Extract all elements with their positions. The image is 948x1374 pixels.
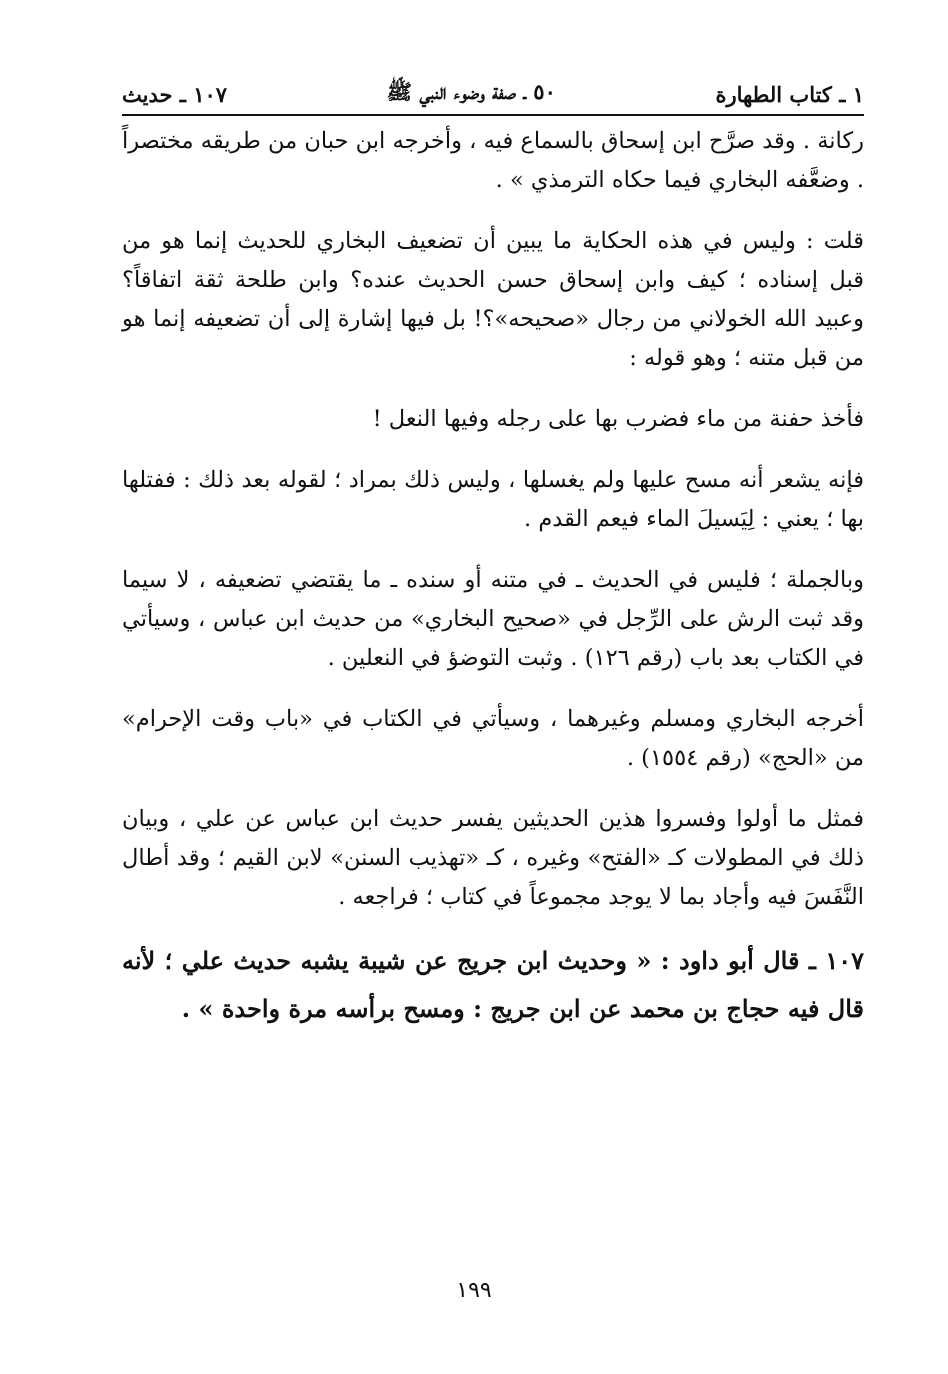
header-hadith-number: ١٠٧ ـ حديث (122, 81, 228, 107)
paragraph-6: فمثل ما أولوا وفسروا هذين الحديثين يفسر حديث ابن عباس عن علي ، وبيان ذلك في المطولات كـ «الفتح» وغيره ، كـ «تهذيب السنن» لابن القيم ؛ وقد أطال النَّفَسَ فيه وأجاد بما لا يوجد مجموعاً في كتاب ؛ فراجعه . (122, 806, 864, 910)
page-body (122, 122, 864, 1033)
paragraph-4: وبالجملة ؛ فليس في الحديث ـ في متنه أو سنده ـ ما يقتضي تضعيفه ، لا سيما وقد ثبت الرش على الرِّجل في «صحيح البخاري» من حديث ابن عباس ، وسيأتي في الكتاب بعد باب (رقم ١٢٦) . وثبت التوضؤ في النعلين . (122, 567, 864, 671)
running-header (122, 74, 864, 116)
hadith-107: ١٠٧ ـ قال أبو داود : « وحديث ابن جريج عن شيبة يشبه حديث علي ؛ لأنه قال فيه حجاج بن محمد عن ابن جريج : ومسح برأسه مرة واحدة » . (122, 946, 864, 1023)
paragraph-1: ركانة . وقد صرَّح ابن إسحاق بالسماع فيه ، وأخرجه ابن حبان من طريقه مختصراً . وضعَّفه البخاري فيما حكاه الترمذي » . (122, 128, 864, 193)
header-book-title: ١ ـ كتاب الطهارة (715, 81, 864, 107)
paragraph-3: فإنه يشعر أنه مسح عليها ولم يغسلها ، وليس ذلك بمراد ؛ لقوله بعد ذلك : ففتلها بها ؛ يعني : لِيَسيلَ الماء فيعم القدم . (122, 467, 864, 532)
paragraph-quote: فأخذ حفنة من ماء فضرب بها على رجله وفيها النعل ! (372, 406, 864, 432)
page-number: ١٩٩ (456, 1278, 492, 1303)
header-chapter-title: ٥٠ ـ صفة وضوء النبي ﷺ (386, 78, 556, 104)
paragraph-2: قلت : وليس في هذه الحكاية ما يبين أن تضعيف البخاري للحديث إنما هو من قبل إسناده ؛ كيف وابن إسحاق حسن الحديث عنده؟ وابن طلحة ثقة اتفاقاً؟ وعبيد الله الخولاني من رجال «صحيحه»؟! بل فيها إشارة إلى أن تضعيفه إنما هو من قبل متنه ؛ وهو قوله : (122, 228, 864, 371)
paragraph-5: أخرجه البخاري ومسلم وغيرهما ، وسيأتي في الكتاب في «باب وقت الإحرام» من «الحج» (رقم ١٥٥٤) . (122, 706, 864, 771)
